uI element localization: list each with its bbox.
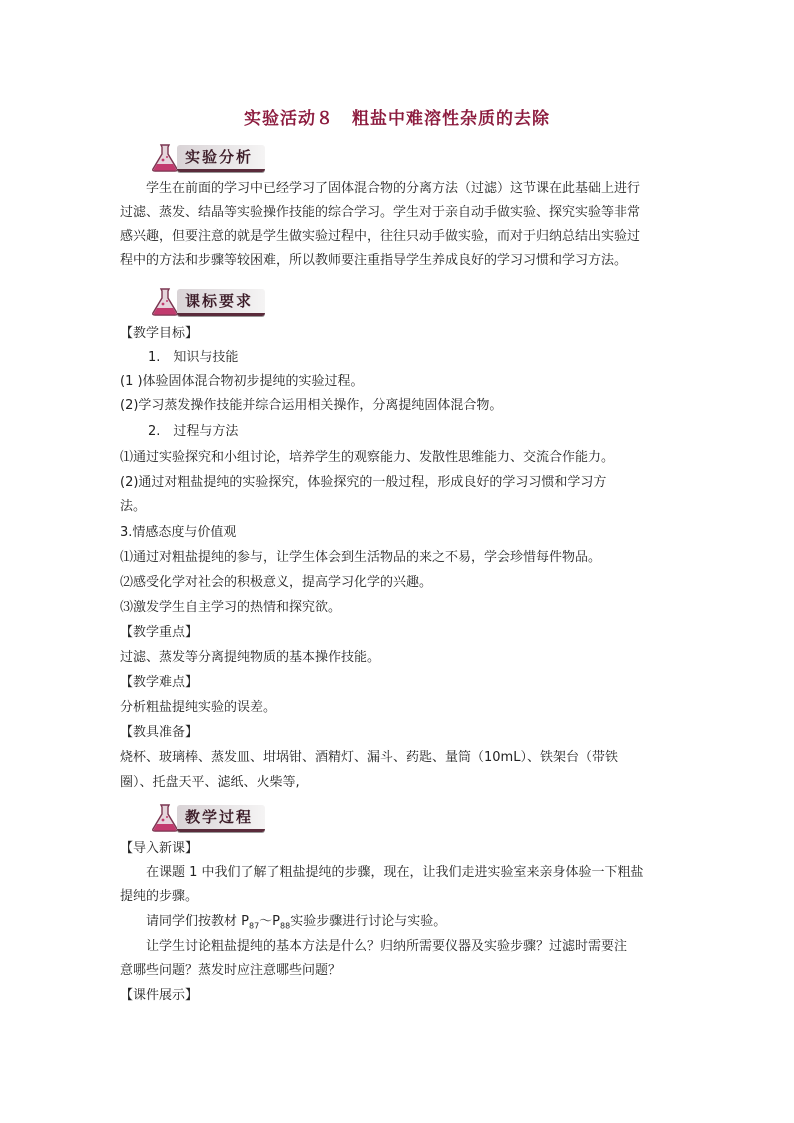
intro-line-4: 让学生讨论粗盐提纯的基本方法是什么？归纳所需要仪器及实验步骤？过滤时需要注: [146, 939, 628, 954]
section-badge-standard: [147, 287, 265, 317]
intro-line-2: 提纯的步骤。: [120, 889, 199, 904]
section-title-process: 教学过程: [177, 805, 265, 832]
analysis-line-4: 程中的方法和步骤等较困难，所以教师要注重指导学生养成良好的学习习惯和学习方法。: [120, 253, 628, 268]
intro-line-3-pre: 请同学们按教材 P: [146, 914, 249, 929]
goal-knowledge-1: (1 )体验固体混合物初步提纯的实验过程。: [120, 374, 364, 389]
page-title: 实验活动８ 粗盐中难溶性杂质的去除: [244, 109, 550, 129]
difficult-text: 分析粗盐提纯实验的误差。: [120, 700, 277, 715]
goal-process-1: ⑴通过实验探究和小组讨论，培养学生的观察能力、发散性思维能力、交流合作能力。: [120, 450, 615, 465]
goal-emotion-2: ⑵感受化学对社会的积极意义，提高学习化学的兴趣。: [120, 575, 433, 590]
goal-emotion-title: 3.情感态度与价值观: [120, 525, 237, 540]
intro-line-3-post: 实验步骤进行讨论与实验。: [290, 914, 447, 929]
analysis-line-2: 过滤、蒸发、结晶等实验操作技能的综合学习。学生对于亲自动手做实验、探究实验等非常: [120, 205, 641, 220]
goals-heading: 【教学目标】: [120, 326, 199, 341]
goal-emotion-1: ⑴通过对粗盐提纯的参与，让学生体会到生活物品的来之不易，学会珍惜每件物品。: [120, 550, 602, 565]
key-heading: 【教学重点】: [120, 625, 199, 640]
intro-heading: 【导入新课】: [120, 841, 199, 856]
goal-knowledge-title: 1. 知识与技能: [148, 350, 239, 365]
intro-line-3-mid: ～P: [259, 914, 281, 929]
intro-line-3-sub2: 88: [280, 921, 291, 931]
tools-line-1: 烧杯、玻璃棒、蒸发皿、坩埚钳、酒精灯、漏斗、药匙、量筒（10mL）、铁架台（带铁: [120, 750, 618, 765]
analysis-line-1: 学生在前面的学习中已经学习了固体混合物的分离方法（过滤）这节课在此基础上进行: [146, 181, 641, 196]
intro-line-1: 在课题 1 中我们了解了粗盐提纯的步骤，现在，让我们走进实验室来亲身体验一下粗盐: [146, 865, 644, 880]
difficult-heading: 【教学难点】: [120, 675, 199, 690]
section-title-analysis: 实验分析: [177, 145, 265, 172]
section-badge-analysis: [147, 143, 265, 173]
section-title-standard: 课标要求: [177, 289, 265, 316]
intro-line-5: 意哪些问题？蒸发时应注意哪些问题？: [120, 963, 342, 978]
goal-knowledge-2: (2)学习蒸发操作技能并综合运用相关操作，分离提纯固体混合物。: [120, 398, 503, 413]
section-badge-process: [147, 803, 265, 833]
goal-emotion-3: ⑶激发学生自主学习的热情和探究欲。: [120, 600, 342, 615]
intro-line-3-sub1: 87: [248, 921, 260, 931]
tools-line-2: 圈）、托盘天平、滤纸、火柴等,: [120, 775, 300, 790]
analysis-line-3: 感兴趣，但要注意的就是学生做实验过程中，往往只动手做实验，而对于归纳总结出实验过: [120, 229, 641, 244]
goal-process-title: 2. 过程与方法: [148, 424, 239, 439]
courseware-heading: 【课件展示】: [120, 988, 199, 1003]
goal-process-2a: (2)通过对粗盐提纯的实验探究，体验探究的一般过程，形成良好的学习习惯和学习方: [120, 475, 607, 490]
key-text: 过滤、蒸发等分离提纯物质的基本操作技能。: [120, 650, 381, 665]
goal-process-2b: 法。: [120, 499, 147, 514]
tools-heading: 【教具准备】: [120, 725, 199, 740]
